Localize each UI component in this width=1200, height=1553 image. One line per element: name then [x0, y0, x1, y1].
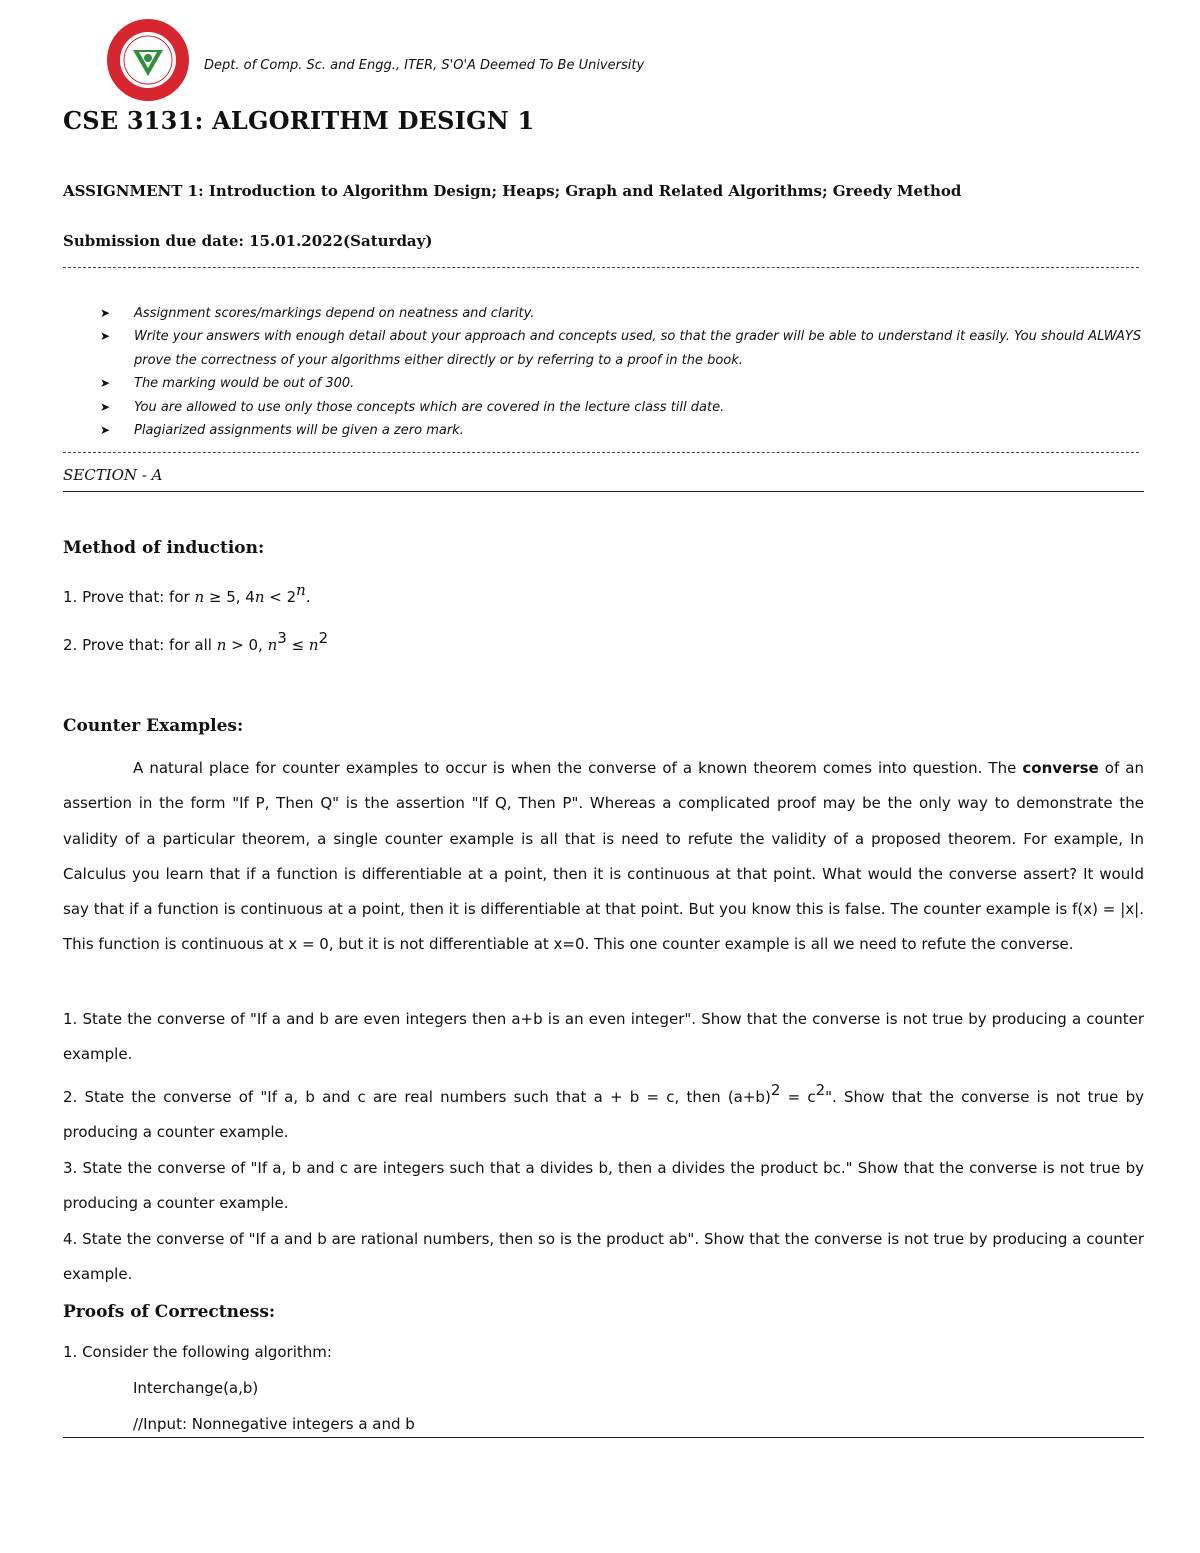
counter-question-4: 4. State the converse of "If a and b are rational numbers, then so is the product ab". Show that the converse is not true by producing a counter example. — [63, 1230, 1144, 1284]
course-title: CSE 3131: ALGORITHM DESIGN 1 — [63, 106, 535, 135]
section-label: SECTION - A — [63, 466, 163, 484]
page-bottom-rule — [63, 1437, 1144, 1438]
instruction-item: ➤ Write your answers with enough detail about your approach and concepts used, so that the grader will be able to understand it easily. You should ALWAYS prove the correctness of your algorithms either directly or by referring to a proof in the book. — [100, 325, 1150, 372]
induction-question-2: 2. Prove that: for all n > 0, n3 ≤ n2 — [63, 629, 329, 654]
counter-examples-paragraph: A natural place for counter examples to occur is when the converse of a known theorem comes into question. The converse of an assertion in the form "If P, Then Q" is the assertion "If Q, Then P". Whereas a complicated proof may be the only way to demonstrate the validity of a particular theorem, a single counter example is all that is need to refute the validity of a proposed theorem. For example, In Calculus you learn that if a function is differentiable at a point, then it is continuous at that point. What would the converse assert? It would say that if a function is continuous at a point, then it is differentiable at that point. But you know this is false. The counter example is f(x) = |x|. This function is continuous at x = 0, but it is not differentiable at x=0. This one counter example is all we need to refute the converse. — [63, 759, 1144, 954]
counter-question-3: 3. State the converse of "If a, b and c are integers such that a divides b, then a divides the product bc." Show that the converse is not true by producing a counter example. — [63, 1159, 1144, 1213]
counter-question-1: 1. State the converse of "If a and b are even integers then a+b is an even integer". Show that the converse is not true by producing a counter example. — [63, 1010, 1144, 1064]
arrow-bullet-icon: ➤ — [100, 329, 111, 344]
arrow-bullet-icon: ➤ — [100, 306, 111, 320]
induction-question-1: 1. Prove that: for n ≥ 5, 4n < 2n. — [63, 581, 311, 606]
section-rule — [63, 491, 1144, 492]
dashed-divider — [63, 452, 1139, 453]
instruction-item: ➤ Plagiarized assignments will be given a zero mark. — [100, 419, 1150, 442]
algorithm-comment: //Input: Nonnegative integers a and b — [133, 1415, 415, 1433]
department-line: Dept. of Comp. Sc. and Engg., ITER, S'O'A Deemed To Be University — [204, 58, 645, 73]
dashed-divider — [63, 267, 1139, 268]
arrow-bullet-icon: ➤ — [100, 423, 111, 438]
induction-heading: Method of induction: — [63, 538, 265, 558]
instruction-item: ➤ You are allowed to use only those concepts which are covered in the lecture class till date. — [100, 396, 1150, 419]
assignment-title: ASSIGNMENT 1: Introduction to Algorithm Design; Heaps; Graph and Related Algorithms; Greedy Method — [63, 182, 962, 200]
university-logo — [106, 18, 190, 102]
proofs-question-1: 1. Consider the following algorithm: — [63, 1343, 332, 1361]
instruction-item: ➤ Assignment scores/markings depend on neatness and clarity. — [100, 302, 1150, 325]
proofs-heading: Proofs of Correctness: — [63, 1302, 276, 1322]
algorithm-line: Interchange(a,b) — [133, 1379, 259, 1397]
arrow-bullet-icon: ➤ — [100, 376, 111, 391]
counter-question-2: 2. State the converse of "If a, b and c are real numbers such that a + b = c, then (a+b)2 = c2". Show that the converse is not true by producing a counter example. — [63, 1081, 1144, 1142]
arrow-bullet-icon: ➤ — [100, 399, 111, 414]
instructions-list — [100, 302, 1150, 442]
submission-due-date: Submission due date: 15.01.2022(Saturday) — [63, 232, 433, 250]
counter-examples-heading: Counter Examples: — [63, 716, 244, 736]
instruction-item: ➤ The marking would be out of 300. — [100, 372, 1150, 395]
